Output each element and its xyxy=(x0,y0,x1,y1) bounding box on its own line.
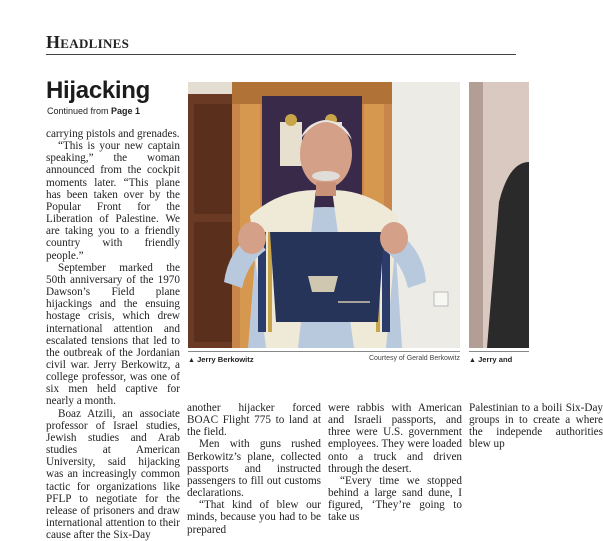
paragraph: another hijacker forced BOAC Flight 775 to land at the field. xyxy=(187,402,321,439)
paragraph: Boaz Atzili, an associate professor of Israel studies, Jewish studies and Arab studies at American University, said hijacking was an increasingly common tactic for organizations like PFLP to negotiate for the release of prisoners and draw international attention to their cause after the Six-Day xyxy=(46,407,180,541)
section-title: Headlines xyxy=(46,32,130,52)
continued-prefix: Continued from xyxy=(47,106,112,116)
caption-name: Jerry Berkowitz xyxy=(197,355,254,364)
photo-credit: Courtesy of Gerald Berkowitz xyxy=(368,355,460,362)
paragraph: were rabbis with American and Israeli passports, and three were U.S. government employees. They were loaded onto a truck and driven through the desert. xyxy=(328,402,462,475)
caption-triangle-icon: ▲ xyxy=(188,357,195,364)
article-headline: Hijacking xyxy=(46,77,150,104)
photo-illustration xyxy=(188,82,460,348)
paragraph: carrying pistols and grenades. xyxy=(46,128,180,140)
paragraph: “This is your new captain speaking,” the woman announced from the cockpit moments later. “This plane has been taken over by the Popular Front for the Liberation of Palestine. We are taking you to a friendly country with friendly people.” xyxy=(46,140,180,262)
article-column-1 xyxy=(46,128,180,541)
article-column-2 xyxy=(187,402,321,536)
paragraph: “Every time we stopped behind a large sand dune, I figured, ‘They’re going to take us xyxy=(328,474,462,524)
section-header xyxy=(46,30,516,55)
caption-name-right: Jerry and xyxy=(478,355,513,364)
paragraph: Palestinian to a boili Six-Day groups in to create a where the independe authorities blew up xyxy=(469,402,603,451)
photo-caption-right xyxy=(469,351,529,369)
photo-jerry-berkowitz xyxy=(188,82,460,348)
article-column-4 xyxy=(469,402,603,451)
continued-page-link[interactable]: Page 1 xyxy=(111,106,141,116)
paragraph: Men with guns rushed Berkowitz’s plane, collected passports and instructed passengers to fill out customs declarations. xyxy=(187,438,321,500)
paragraph: September marked the 50th anniversary of the 1970 Dawson’s Field plane hijackings and the ensuing hostage crisis, which drew international attention and escalated tensions that led to the outbreak of the Jordanian civil war. Jerry Berkowitz, a college professor, was one of six men held captive for nearly a month. xyxy=(46,261,180,408)
caption-triangle-icon: ▲ xyxy=(469,357,476,364)
photo-right-illustration xyxy=(469,82,529,348)
continued-from xyxy=(47,106,140,116)
article-column-3 xyxy=(328,402,462,524)
paragraph: “That kind of blew our minds, because you had to be prepared xyxy=(187,499,321,536)
photo-jerry-and xyxy=(469,82,529,348)
photo-caption-main xyxy=(188,351,460,369)
